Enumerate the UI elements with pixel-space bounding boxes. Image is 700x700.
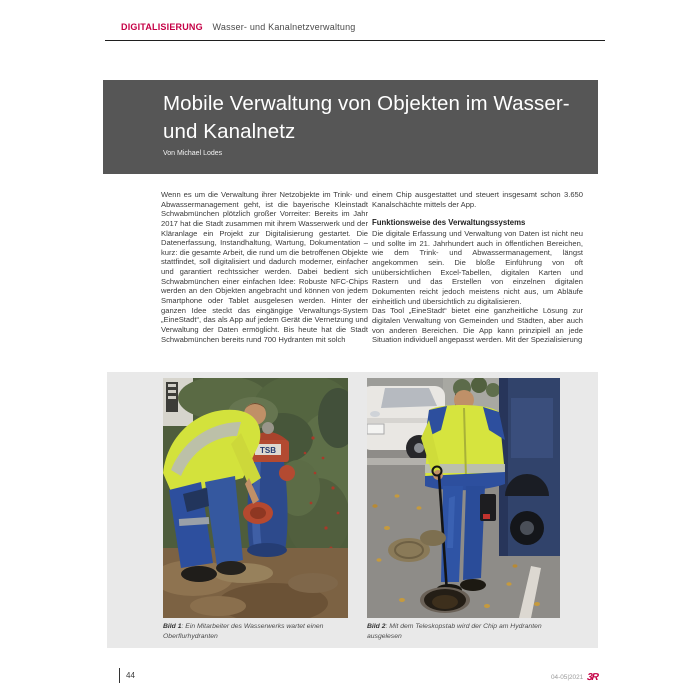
figure-1 <box>163 378 348 642</box>
journal-3r-logo: 3R <box>586 672 599 683</box>
header-rule <box>105 40 605 41</box>
paragraph: Wenn es um die Verwaltung ihrer Netzobjekte im Trink- und Abwassermanagement geht, ist die bayerische Kleinstadt Schwabmünchen plötzlich großer Vorreiter: Bereits im Jahr 2017 hat die Stadt zusammen mit ihrem Wasserwerk und der Kläranlage ein Projekt zur Digitalisierung gestartet. Die Datenerfassung, Instandhaltung, Wartung, Dokumentation – kurz: die gesamte Arbeit, die rund um die betroffenen Objekte stattfindet, soll digitalisiert und dadurch moderner, einfacher und garantiert rechtssicher werden. Dabei bedient sich Schwabmünchen einer einfachen Idee: Robuste NFC-Chips werden an den Objekten angebracht und können von jedem Smartphone oder Tablet ausgelesen werden. Hinter der ganzen Idee steckt das eingängige Verwaltungs-System „EineStadt“, das als App auf jedem Gerät die Vernetzung und Verwaltung der Daten ermöglicht. Bis heute hat die Stadt Schwabmünchen bereits rund 700 Hydranten mit solch <box>161 190 368 344</box>
figure-1-label: Bild 1 <box>163 623 182 630</box>
hydrant-label: TSB <box>260 446 276 455</box>
article-title: Mobile Verwaltung von Objekten im Wasser- und Kanalnetz <box>163 92 570 144</box>
header-topic: Wasser- und Kanalnetzverwaltung <box>212 22 356 32</box>
footer-issue: 04-05|2021 <box>550 674 584 681</box>
figure-2-label: Bild 2 <box>367 623 386 630</box>
figure-2-text: : Mit dem Teleskopstab wird der Chip am Hydranten ausgelesen <box>367 623 542 641</box>
figure-panel <box>107 372 598 648</box>
photo-worker-manhole <box>367 378 560 618</box>
article-column-1 <box>161 190 368 344</box>
footer-issue-block <box>551 672 598 683</box>
figure-1-text: : Ein Mitarbeiter des Wasserwerks wartet einen Oberflurhydranten <box>163 623 324 641</box>
figure-2-caption <box>367 622 560 642</box>
article-column-2 <box>372 190 583 345</box>
footer-page-number: 44 <box>119 668 135 683</box>
header-category: DIGITALISIERUNG <box>121 22 203 32</box>
paragraph: Die digitale Erfassung und Verwaltung von Daten ist nicht neu und sollte im 21. Jahrhundert auch in öffentlichen Bereichen, wie dem Trink- und Abwassermanagement, längst angekommen sein. Die bloße Einführung von oft unübersichtlichen Excel-Tabellen, digitalen Karten und Rastern und das Erstellen von einzelnen digitalen Dokumenten reicht jedoch meistens nicht aus, um Abläufe einheitlich und übersichtlich zu digitalisieren. <box>372 229 583 306</box>
figure-1-caption <box>163 622 348 642</box>
section-heading: Funktionsweise des Verwaltungssystems <box>372 218 526 228</box>
paragraph: einem Chip ausgestattet und steuert insgesamt schon 3.650 Kanalschächte mittels der App. <box>372 190 583 209</box>
paragraph: Das Tool „EineStadt“ bietet eine ganzheitliche Lösung zur digitalen Verwaltung von Gemeinden und Städten, aber auch von anderen Bereichen. Die App kann prinzipiell an jede Situation individuell angepasst werden. Mit der Spezialisierung <box>372 306 583 345</box>
page-header <box>121 22 601 32</box>
photo-worker-hydrant <box>163 378 348 618</box>
article-byline: Von Michael Lodes <box>163 150 223 157</box>
article-title-block <box>103 80 598 174</box>
figure-2 <box>367 378 560 642</box>
blue-vehicle <box>499 378 560 556</box>
